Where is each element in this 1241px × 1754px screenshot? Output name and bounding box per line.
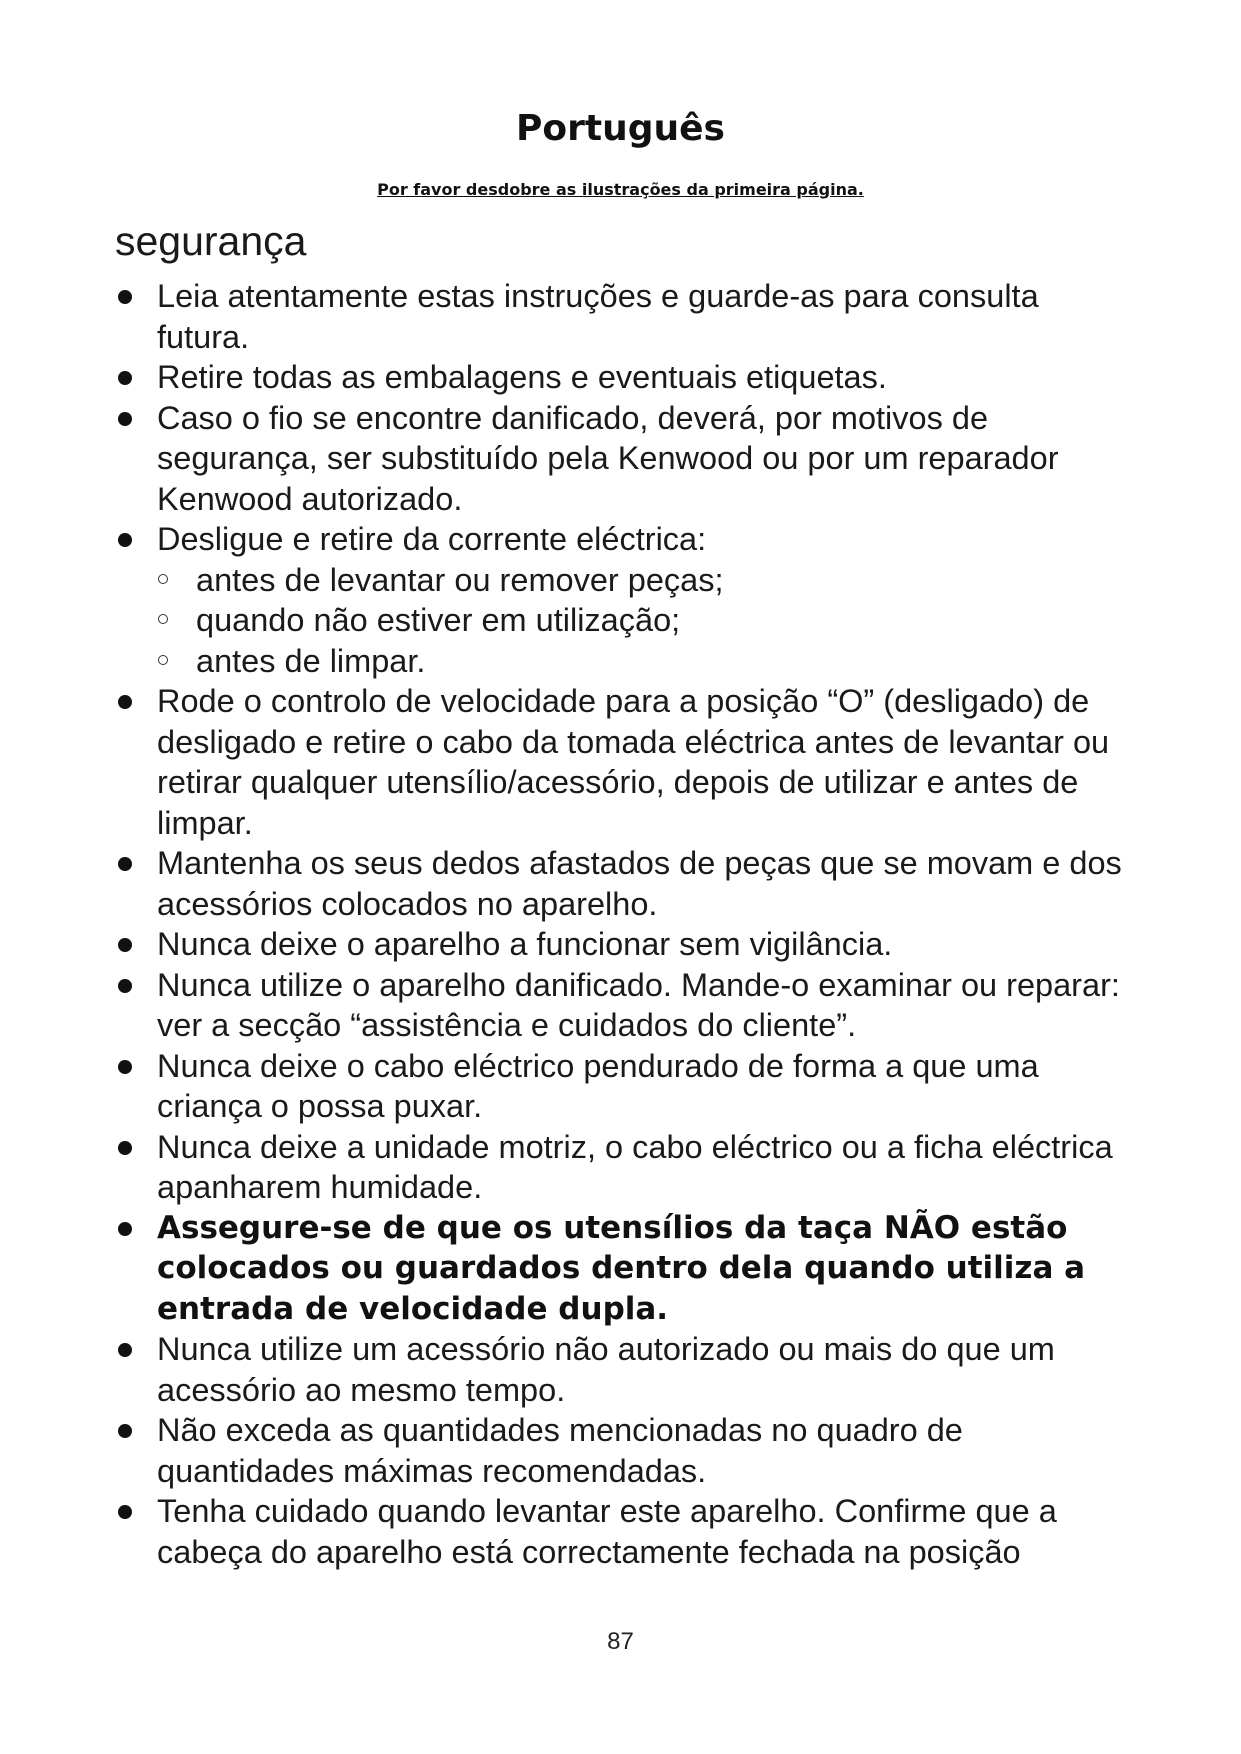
sub-list bbox=[157, 560, 1135, 682]
list-item bbox=[115, 276, 1135, 357]
list-item bbox=[115, 519, 1135, 681]
list-item-text: Assegure-se de que os utensílios da taça NÃO estão colocados ou guardados dentro dela quando utiliza a entrada de velocidade dupla. bbox=[157, 1209, 1086, 1327]
sub-list-item bbox=[157, 600, 1135, 641]
list-item bbox=[115, 924, 1135, 965]
bullet-icon bbox=[118, 695, 132, 709]
bullet-icon bbox=[118, 1060, 132, 1074]
list-item bbox=[115, 843, 1135, 924]
page-title: Português bbox=[516, 108, 725, 149]
list-item bbox=[115, 1046, 1135, 1127]
bullet-icon bbox=[118, 1424, 132, 1438]
list-item-text: Nunca deixe o cabo eléctrico pendurado de forma a que uma criança o possa puxar. bbox=[157, 1047, 1039, 1124]
list-item-text: Desligue e retire da corrente eléctrica: bbox=[157, 521, 707, 557]
bullet-icon bbox=[118, 938, 132, 952]
list-item bbox=[115, 1410, 1135, 1491]
list-item bbox=[115, 965, 1135, 1046]
safety-list bbox=[115, 276, 1135, 1572]
list-item-text: Nunca utilize um acessório não autorizado ou mais do que um acessório ao mesmo tempo. bbox=[157, 1331, 1055, 1408]
list-item bbox=[115, 357, 1135, 398]
list-item-text: Mantenha os seus dedos afastados de peças que se movam e dos acessórios colocados no aparelho. bbox=[157, 845, 1122, 922]
bullet-icon bbox=[118, 533, 132, 547]
sub-list-item bbox=[157, 560, 1135, 601]
page-number: 87 bbox=[607, 1628, 634, 1655]
sub-list-item-text: quando não estiver em utilização; bbox=[196, 602, 681, 638]
list-item-text: Nunca deixe o aparelho a funcionar sem vigilância. bbox=[157, 926, 893, 962]
bullet-icon bbox=[118, 857, 132, 871]
list-item-text: Caso o fio se encontre danificado, deverá, por motivos de segurança, ser substituído pela Kenwood ou por um reparador Kenwood autorizado. bbox=[157, 399, 1059, 517]
bullet-icon bbox=[118, 412, 132, 426]
bullet-icon bbox=[118, 371, 132, 385]
list-item bbox=[115, 1127, 1135, 1208]
list-item-text: Leia atentamente estas instruções e guarde-as para consulta futura. bbox=[157, 278, 1039, 355]
list-item bbox=[115, 398, 1135, 520]
bullet-icon bbox=[118, 290, 132, 304]
list-item-text: Rode o controlo de velocidade para a posição “O” (desligado) de desligado e retire o cabo da tomada eléctrica antes de levantar ou retirar qualquer utensílio/acessório, depois de utilizar e antes de limpar. bbox=[157, 683, 1110, 841]
circle-bullet-icon bbox=[158, 655, 168, 665]
sub-list-item bbox=[157, 641, 1135, 682]
section-heading: segurança bbox=[115, 218, 307, 264]
list-item-text: Tenha cuidado quando levantar este aparelho. Confirme que a cabeça do aparelho está correctamente fechada na posição bbox=[157, 1493, 1057, 1570]
bullet-icon bbox=[118, 979, 132, 993]
list-item-text: Nunca utilize o aparelho danificado. Mande-o examinar ou reparar: ver a secção “assistência e cuidados do cliente”. bbox=[157, 966, 1120, 1043]
list-item bbox=[115, 1329, 1135, 1410]
list-item bbox=[115, 681, 1135, 843]
list-item-warning bbox=[115, 1208, 1135, 1330]
bullet-icon bbox=[118, 1141, 132, 1155]
sub-list-item-text: antes de levantar ou remover peças; bbox=[196, 561, 724, 598]
list-item-text: Retire todas as embalagens e eventuais etiquetas. bbox=[157, 359, 887, 395]
bullet-icon bbox=[118, 1505, 132, 1519]
circle-bullet-icon bbox=[158, 574, 168, 584]
list-item bbox=[115, 1491, 1135, 1572]
list-item-text: Não exceda as quantidades mencionadas no quadro de quantidades máximas recomendadas. bbox=[157, 1412, 963, 1489]
page-subtitle: Por favor desdobre as ilustrações da primeira página. bbox=[377, 180, 864, 199]
circle-bullet-icon bbox=[158, 614, 168, 624]
list-item-text: Nunca deixe a unidade motriz, o cabo eléctrico ou a ficha eléctrica apanharem humidade. bbox=[157, 1128, 1113, 1205]
bullet-icon bbox=[118, 1343, 132, 1357]
bullet-icon bbox=[118, 1222, 132, 1236]
sub-list-item-text: antes de limpar. bbox=[196, 642, 426, 679]
